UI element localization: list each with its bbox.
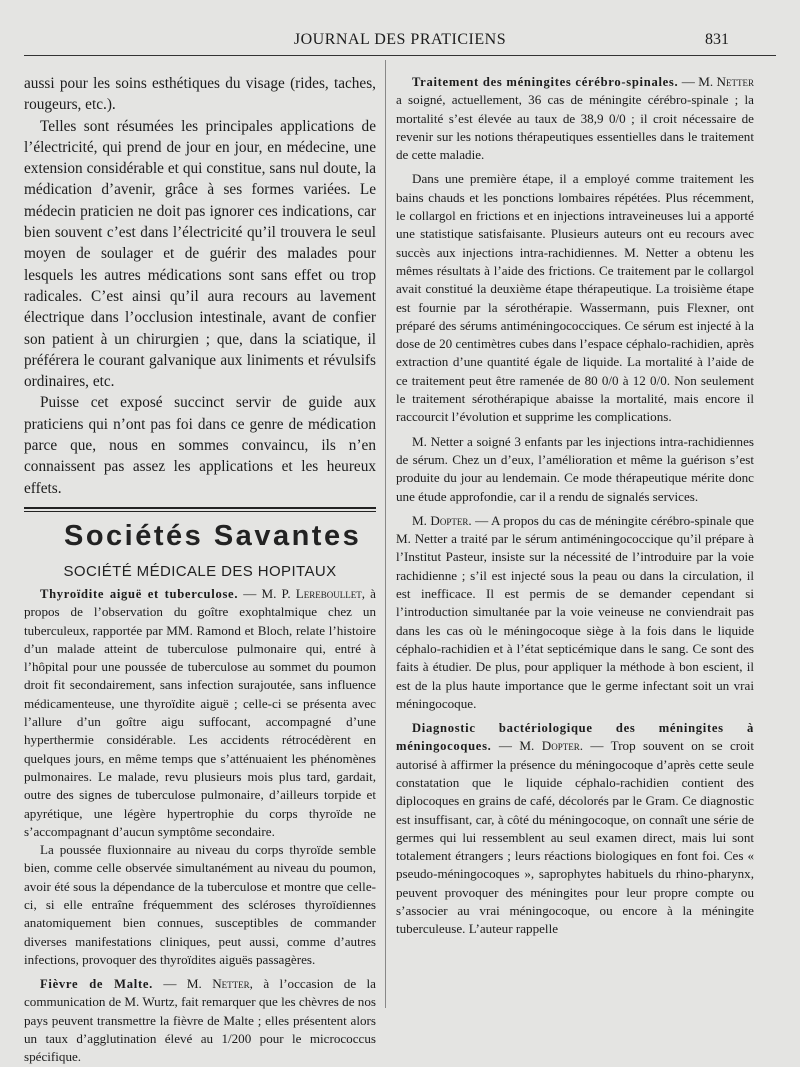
article-paragraph: Dans une première étape, il a employé comme traitement les bains chauds et les ponctions lombaires répétées. Plus récemment, le collargol en frictions et en injections intraveineuses lui a apporté une statistique satisfaisante. Plusieurs auteurs ont eu recours avec succès aux injections intra-rachidiennes. M. Netter a obtenu les mêmes résultats à l’aide des frictions. Ce traitement par le collargol avait constitué la deuxième étape thérapeutique. La troisième étape est fournie par la sérothérapie. Wassermann, puis Flexner, ont préparé des sérums antiméningococciques. Ce sérum est injecté à la dose de 20 centimètres cubes dans l’espace céphalo-rachidien, après extraction d’une quantité égale de liquide. La mortalité à l’aide de ce traitement peut être ramenée de 80 0/0 à 12 0/0. Non seulement le traitement sérothérapique abaisse la mortalité, mais encore il raccourcit l’évolution et supprime les complications. bbox=[396, 171, 754, 425]
paragraph: Telles sont résumées les principales applications de l’électricité, qui prend de jour en jour, en médecine, une extension considérable et qui constitue, sans nul doute, la médication d’avenir, grâce à ses formes variées. Le médecin praticien ne doit pas ignorer ces indications, car bien souvent c’est dans l’électricité qu’il trouvera le seul moyen de soulager et de guérir des malades pour lesquels les autres médications sont sans effet ou trop radicales. C’est ainsi qu’il aura recours au lavement électrique dans l’occlusion intestinale, avant de confier son patient à un chirurgien ; que, dans la sciatique, il préférera le courant galvanique aux liniments et révulsifs ordinaires, etc. bbox=[24, 117, 376, 391]
paragraph: Puisse cet exposé succinct servir de guide aux praticiens qui n’ont pas foi dans ce genre de médication parce que, nous en sommes convaincu, ils n’en connaissent pas assez les applications et les heureux effets. bbox=[24, 394, 376, 497]
author-name: Dopter bbox=[430, 512, 469, 528]
section-rule-thin bbox=[24, 511, 376, 512]
article-paragraph: Fièvre de Malte. — M. Netter, à l’occasion de la communication de M. Wurtz, fait remarquer que les chèvres de nos pays peuvent transmettre la fièvre de Malte ; elles présentent alors un taux d’agglutination élevé au 1/200 pour le micrococcus spécifique. bbox=[24, 976, 376, 1065]
dopter-remark bbox=[396, 512, 754, 713]
article-heading: Thyroïdite aiguë et tuberculose. bbox=[40, 586, 239, 601]
column-divider bbox=[385, 60, 386, 1008]
thyroidite-article bbox=[24, 585, 376, 969]
article-heading: Traitement des méningites cérébro-spinales. bbox=[412, 75, 679, 89]
societes-savantes-title: Sociétés Savantes bbox=[64, 519, 362, 552]
article-paragraph: Diagnostic bactériologique des méningites à méningocoques. — M. Dopter. — Trop souvent on se croit autorisé à affirmer la présence du méningocoque d’après cette seule constatation que le liquide céphalo-rachidien contient des diplocoques en grains de café, décolorés par le Gram. Ce diagnostic est insuffisant, car, à côté du méningocoque, on connaît une série de germes qui lui ressemblent au seul examen direct, mais lui sont totalement étrangers ; leurs réactions biologiques en font foi. Ces « pseudo-méningocoques », saprophytes habituels du rhino-pharynx, peuvent provoquer des méningites pour leur propre compte ou s’associer au vrai méningocoque, ou encore à la méningite tuberculeuse. L’auteur rappelle bbox=[396, 721, 754, 937]
article-paragraph: La poussée fluxionnaire au niveau du corps thyroïde semble bien, comme celle observée simultanément au niveau du poumon, avoir été sous la dépendance de la tuberculose et montre que celle-ci, si elle entraîne fréquemment des scléroses thyroïdiennes anatomiquement bien connues, susceptibles de commander diverses manifestations cliniques, peut aussi, comme d’autres infections, provoquer des thyroïdites aiguës passagères. bbox=[24, 842, 376, 967]
electricity-article-end bbox=[24, 73, 376, 499]
running-header-title: JOURNAL DES PRATICIENS bbox=[293, 31, 507, 48]
article-paragraph: M. Dopter. — A propos du cas de méningite cérébro-spinale que M. Netter a traité par le sérum antiméningococcique qu’il prépare à l’Institut Pasteur, insiste sur la nécessité de l’introduire par la voie rachidienne ; s’il est injecté sous la peau ou dans la circulation, il est inefficace. Il est permis de se demander cependant si l’introduction simultanée par la voie veineuse ne conviendrait pas dans les cas où le méningocoque siège à la fois dans le liquide céphalo-rachidien et à l’état septicémique dans le sang. Ce sont des faits à étudier. De plus, pour appliquer la méthode à bon escient, il est de la plus haute importance que le germe infectant soit un vrai méningocoque. bbox=[396, 512, 754, 711]
author-name: Dopter bbox=[541, 738, 580, 754]
article-paragraph: Thyroïdite aiguë et tuberculose. — M. P. Lereboullet, à propos de l’observation du goître exophtalmique chez un tuberculeux, rapportée par MM. Ramond et Bloch, relate l’histoire d’un malade atteint de tuberculose pulmonaire qui, entré à l’hôpital pour une poussée de tuberculose au sommet du poumon droit fit secondairement, sans infection surajoutée, sans influence médicamenteuse, une thyroïdite aiguë ; celle-ci se présenta avec l’allure d’un goître aigu suffocant, accompagné d’une hyperthermie considérable. Les accidents rétrocédèrent en quelques jours, en même temps que s’atténuaient les phénomènes pulmonaires. Le malade, revu plusieurs mois plus tard, gardait, outre des signes de tuberculose pulmonaire, d’ailleurs torpide et apyrétique, une légère hypertrophie du corps thyroïde ne s’accompagnant d’aucun symptôme secondaire. bbox=[24, 585, 376, 839]
author-name: Netter bbox=[212, 976, 250, 992]
article-heading: Diagnostic bactériologique des méningites à méningocoques. bbox=[396, 721, 754, 754]
header-rule bbox=[24, 55, 776, 56]
diagnostic-article bbox=[396, 719, 754, 939]
author-name: Netter bbox=[716, 74, 754, 89]
article-heading: Fièvre de Malte. bbox=[40, 977, 153, 992]
societe-medicale-heading: SOCIÉTÉ MÉDICALE DES HOPITAUX bbox=[63, 562, 337, 580]
right-column bbox=[396, 73, 754, 939]
article-paragraph: Traitement des méningites cérébro-spinales. — M. Netter a soigné, actuellement, 36 cas de méningite cérébro-spinale ; la mortalité s’est élevée au taux de 38,9 0/0 ; il croit nécessaire de revenir sur les notions thérapeutiques essentielles dans le traitement de cette maladie. bbox=[396, 74, 754, 163]
article-paragraph: M. Netter a soigné 3 enfants par les injections intra-rachidiennes de sérum. Chez un d’eux, l’amélioration et même la guérison s’est produite du jour au lendemain. Ce mode thérapeutique mérite donc une étude approfondie, car il a rendu de signalés services. bbox=[396, 433, 754, 504]
paragraph: aussi pour les soins esthétiques du visage (rides, taches, rougeurs, etc.). bbox=[24, 75, 376, 114]
fievre-article bbox=[24, 975, 376, 1066]
author-name: Lereboullet bbox=[295, 585, 362, 601]
traitement-article bbox=[396, 73, 754, 506]
left-column bbox=[24, 73, 376, 1067]
page-number: 831 bbox=[705, 31, 729, 48]
section-rule-heavy bbox=[24, 507, 376, 509]
